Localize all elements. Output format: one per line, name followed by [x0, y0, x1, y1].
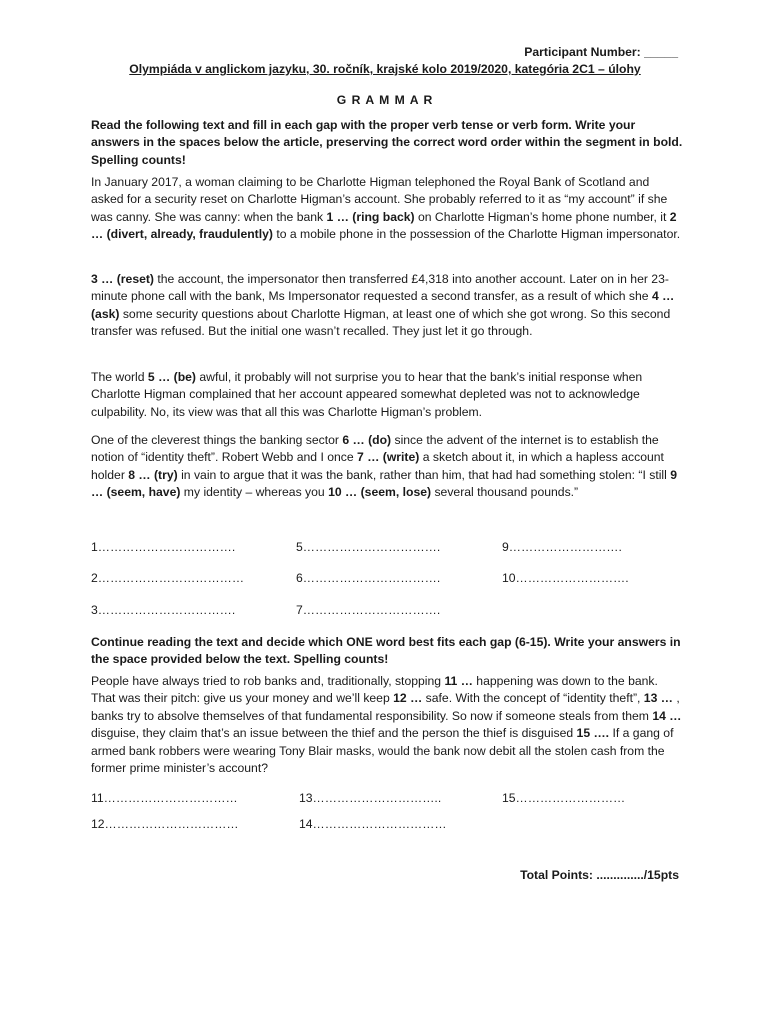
gap-14: 14 … [652, 708, 682, 723]
gap-15: 15 …. [576, 726, 610, 741]
answer-line-11[interactable]: 11…………………………… [91, 791, 238, 805]
answer-line-13[interactable]: 13………………………….. [299, 791, 442, 805]
answer-line-7[interactable]: 7……………………………. [296, 603, 441, 617]
gap-10: 10 … (seem, lose) [328, 485, 432, 500]
part1-paragraph-2: 3 … (reset) the account, the impersonator then transferred £4,318 into another account. Later on in her 23-minute phone call with the bank, Ms Impersonator requested a second transfer, as a result of which she 4 … (ask) some security questions about Charlotte Higman, at least one of which she got wrong. So this second transfer was refused. But the initial one wasn’t recalled. They just let it go through. [91, 272, 675, 339]
answer-line-9[interactable]: 9………………………. [502, 540, 622, 554]
gap-11: 11 … [444, 674, 473, 688]
answer-line-5[interactable]: 5……………………………. [296, 540, 441, 554]
participant-number: Participant Number: _____ [524, 45, 678, 59]
answer-line-2[interactable]: 2……………………………… [91, 571, 245, 585]
part1-instructions: Read the following text and fill in each gap with the proper verb tense or verb form. Write your answers in the spaces below the article, preserving the correct word order within the segment in bold. Spelling counts! [91, 118, 683, 167]
section-title: G R A M M A R [336, 93, 434, 107]
gap-8: 8 … (try) [128, 467, 178, 482]
answer-line-6[interactable]: 6……………………………. [296, 571, 441, 585]
part2-paragraph: People have always tried to rob banks and, traditionally, stopping 11 … happening was down to the bank. That was their pitch: give us your money and we’ll keep 12 … safe. With the concept of “identity theft”, 13 … , banks try to absolve themselves of that fundamental responsibility. So now if someone steals from them 14 … disguise, they claim that’s an issue between the thief and the person the thief is disguised 15 …. If a gang of armed bank robbers were wearing Tony Blair masks, would the bank now debit all the stolen cash from the former prime minister’s account? [91, 674, 682, 776]
gap-2: 2 … (divert, already, fraudulently) [91, 209, 677, 242]
gap-4: 4 … (ask) [91, 289, 675, 321]
part1-paragraph-3: The world 5 … (be) awful, it probably will not surprise you to hear that the bank’s initial response when Charlotte Higman complained that her account appeared somewhat depleted was not to acknowledge culpability. No, its view was that all this was Charlotte Higman’s problem. [91, 370, 643, 419]
gap-3: 3 … (reset) [91, 272, 154, 286]
answer-line-14[interactable]: 14…………………………… [299, 817, 447, 831]
gap-9: 9 … (seem, have) [91, 467, 678, 500]
answer-line-3[interactable]: 3……………………………. [91, 603, 236, 617]
total-points: Total Points: ............../15pts [520, 868, 679, 882]
answer-line-12[interactable]: 12…………………………… [91, 817, 239, 831]
part2-instructions: Continue reading the text and decide which ONE word best fits each gap (6-15). Write your answers in the space provided below the text. Spelling counts! [91, 635, 681, 667]
part1-paragraph-4: One of the cleverest things the banking sector 6 … (do) since the advent of the internet is to establish the notion of “identity theft”. Robert Webb and I once 7 … (write) a sketch about it, in which a hapless account holder 8 … (try) in vain to argue that it was the bank, rather than him, that had had something stolen: “I still 9 … (seem, have) my identity – whereas you 10 … (seem, lose) several thousand pounds.” [91, 433, 678, 500]
gap-1: 1 … (ring back) [326, 209, 415, 224]
gap-5: 5 … (be) [147, 370, 196, 384]
part1-paragraph-1: In January 2017, a woman claiming to be Charlotte Higman telephoned the Royal Bank of Scotland and asked for a security reset on Charlotte Higman’s account. She probably referred to it as “my account” if she was canny. She was canny: when the bank 1 … (ring back) on Charlotte Higman’s home phone number, it 2 … (divert, already, fraudulently) to a mobile phone in the possession of the Charlotte Higman impersonator. [91, 175, 681, 242]
gap-13: 13 … [643, 691, 673, 706]
gap-12: 12 … [393, 691, 423, 706]
document-title: Olympiáda v anglickom jazyku, 30. ročník, krajské kolo 2019/2020, kategória 2C1 – úlohy [129, 62, 641, 76]
answer-line-1[interactable]: 1……………………………. [91, 540, 236, 554]
answer-line-10[interactable]: 10………………………. [502, 571, 629, 585]
gap-6: 6 … (do) [342, 433, 392, 447]
gap-7: 7 … (write) [357, 450, 420, 465]
answer-line-15[interactable]: 15……………………… [502, 791, 626, 805]
